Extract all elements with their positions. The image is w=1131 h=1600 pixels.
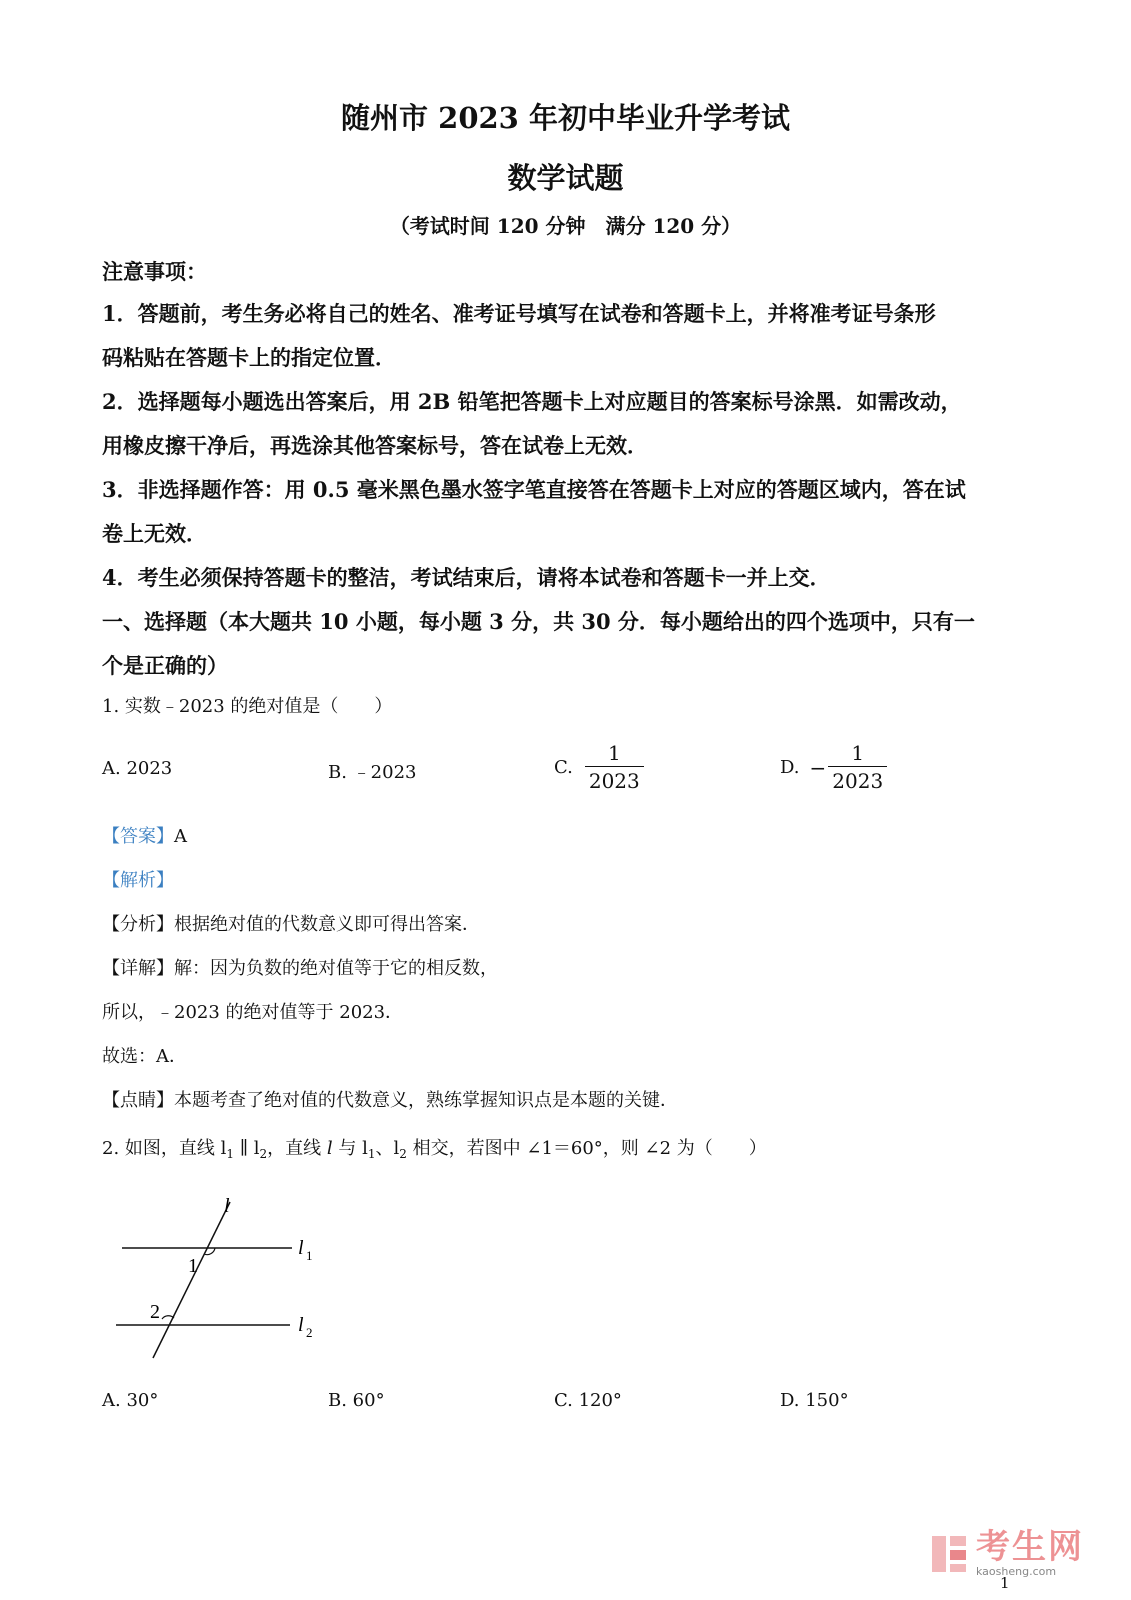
q2-option-b: B. 60°	[328, 1390, 385, 1411]
watermark-url: kaosheng.com	[976, 1565, 1057, 1578]
q2-stem-sub-2: 2	[259, 1147, 268, 1161]
label-l2-sub: 2	[306, 1325, 313, 1340]
label-l1-sub: 1	[306, 1248, 313, 1263]
label-l2: l	[298, 1314, 304, 1336]
q1-option-d-fraction	[828, 740, 887, 795]
note-2-line-1: 2．选择题每小题选出答案后，用 2B 铅笔把答题卡上对应题目的答案标号涂黑．如需改动，	[102, 389, 962, 414]
q2-stem-part-1: 2. 如图，直线 l	[102, 1138, 227, 1159]
q1-option-c-fraction	[585, 740, 644, 795]
q1-stem: 1. 实数﹣2023 的绝对值是（ ）	[102, 696, 393, 717]
section-1-heading-line-1: 一、选择题（本大题共 10 小题，每小题 3 分，共 30 分．每小题给出的四个选项中，只有一	[102, 609, 975, 634]
q2-option-d: D. 150°	[780, 1390, 849, 1411]
watermark	[930, 1527, 1084, 1578]
q2-stem-sub-3: 1	[367, 1147, 376, 1161]
q2-option-c: C. 120°	[554, 1390, 622, 1411]
q2-stem-part-5: 、l	[375, 1138, 400, 1159]
q2-stem-part-4: 与 l	[332, 1138, 368, 1159]
watermark-text-block	[976, 1527, 1084, 1578]
line-l	[153, 1202, 230, 1358]
q2-option-a: A. 30°	[102, 1390, 159, 1411]
q1-answer-tag: 【答案】	[102, 826, 174, 847]
note-1-line-2: 码粘贴在答题卡上的指定位置．	[102, 345, 396, 370]
q1-option-b: B. ﹣2023	[328, 762, 417, 783]
q2-stem	[102, 1134, 767, 1161]
q1-option-c	[554, 740, 644, 795]
page-subtitle: 数学试题	[507, 161, 624, 195]
section-1-heading-line-2: 个是正确的）	[102, 653, 228, 678]
q1-option-c-label: C.	[554, 757, 573, 778]
q1-option-d-sign: −	[809, 755, 827, 780]
q2-stem-sub-4: 2	[399, 1147, 407, 1161]
q1-option-d-label: D.	[780, 757, 800, 778]
note-3-line-1: 3．非选择题作答：用 0.5 毫米黑色墨水签字笔直接答在答题卡上对应的答题区域内，答在试	[102, 477, 966, 502]
q1-answer-value: A	[174, 826, 187, 847]
notes-heading: 注意事项：	[102, 259, 207, 284]
q1-answer	[102, 822, 187, 848]
page-title: 随州市 2023 年初中毕业升学考试	[341, 101, 790, 135]
watermark-text: 考生网	[976, 1527, 1084, 1567]
q2-stem-part-2: ∥ l	[234, 1138, 260, 1159]
watermark-logo-icon	[930, 1532, 970, 1576]
q2-stem-sub-1: 1	[226, 1147, 235, 1161]
q1-xiangjie: 【详解】解：因为负数的绝对值等于它的相反数，	[102, 958, 498, 979]
q1-option-c-numerator: 1	[607, 741, 621, 765]
label-angle-2: 2	[150, 1301, 160, 1323]
q1-option-c-denominator: 2023	[585, 766, 644, 795]
q2-stem-part-3: ，直线	[267, 1138, 327, 1159]
note-1-line-1: 1．答题前，考生务必将自己的姓名、准考证号填写在试卷和答题卡上，并将准考证号条形	[102, 301, 936, 326]
exam-info: （考试时间 120 分钟 满分 120 分）	[389, 214, 742, 238]
note-4: 4．考生必须保持答题卡的整洁，考试结束后，请将本试卷和答题卡一并上交．	[102, 565, 831, 590]
q1-option-d	[780, 740, 887, 795]
q2-figure	[100, 1190, 340, 1370]
q1-choice: 故选：A．	[102, 1046, 187, 1067]
note-2-line-2: 用橡皮擦干净后，再选涂其他答案标号，答在试卷上无效．	[102, 433, 648, 458]
q1-option-d-denominator: 2023	[828, 766, 887, 795]
q1-option-d-numerator: 1	[851, 741, 865, 765]
q1-option-a: A. 2023	[102, 758, 173, 779]
q1-analysis-tag: 【解析】	[102, 870, 174, 891]
q1-dianjing: 【点睛】本题考查了绝对值的代数意义，熟练掌握知识点是本题的关键．	[102, 1090, 678, 1111]
label-l: l	[224, 1195, 230, 1217]
page-number: 1	[1000, 1574, 1010, 1592]
q2-stem-part-6: 相交，若图中 ∠1＝60°，则 ∠2 为（ ）	[406, 1138, 767, 1159]
q1-fenxi: 【分析】根据绝对值的代数意义即可得出答案．	[102, 914, 480, 935]
q1-conclusion: 所以，﹣2023 的绝对值等于 2023．	[102, 1002, 404, 1023]
note-3-line-2: 卷上无效．	[102, 521, 207, 546]
label-l1: l	[298, 1237, 304, 1259]
label-angle-1: 1	[188, 1255, 198, 1277]
q2-stem-line-l: l	[326, 1138, 333, 1159]
